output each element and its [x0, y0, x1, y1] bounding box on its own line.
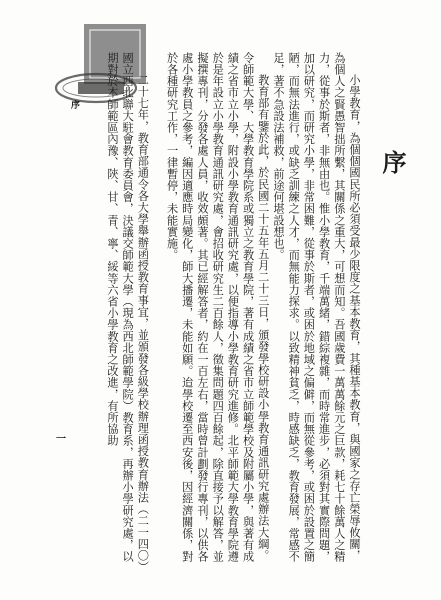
side-margin-mark: 序 [69, 100, 79, 109]
paragraph-2: 教育部有鑒於此，於民國二十五年五月二十三日，頒發學校研設小學教育通訊研究處辦法大綱。令師範大學、大學教育學院系或獨立之教育學院，著有成績之省市立師範學校及附屬小學，與著有成績之省市立小學，附設小學教育通訊研究處，以便指導小學教育研究進修。北平師範大學教育學院遵於是年設立小學教育通訊研究處，會招收研究生二百餘人，徵集問題四百餘起，除直接予以解答，並擬撰專刊，分發各處人員，收效頗著。其已經解答者，約在一百左右，當時曾計劃發行專刊，以供各處小學教員之參考，編因適應時局變化，師大播遷，未能如願。迨學校遷至西安後，因經濟關係，對於各種研究工作，一律暫停，未能實施。 [165, 52, 270, 563]
preface-body [70, 52, 362, 572]
page-number: 一 [56, 434, 66, 445]
preface-title: 序 [378, 150, 407, 176]
paragraph-1: 小學教育，為個個國民所必須受最少限度之基本教育，其種基本教育，與國家之存亡榮辱攸關，為個人之賢愚智拙所繫，其關係之重大，可想而知。吾國歲費一萬萬餘元之巨款，耗七十餘萬人之精力，從事於斯者，非無由也。惟小學教育，千端萬緒，錯綜複雜，而時常進步，必須對其實際問題，加以研究，而研究小學，非常困難，從事於斯者，或困於地域之偏僻，而無從參考，或困於設置之簡陋，而無法進行，或缺乏訓練之人才，而無能力探求。以致精神貧乏，時感缺乏，教育發展，常感不足，著不急設法補救，前途何堪設想也。 [271, 52, 361, 563]
paragraph-3: 二十七年，教育部通令各大學舉辦函授教育事宜，並頒發各級學校辦理函授教育辦法（二一四〇）國立西北聯大駐會教育委員會，決議交師範大學（現為西北師範學院）教育系，再辦小學研究處，以期對於本師範區內豫、陝、甘、青、寧、綏等六省小學教育之改進，有所協助 [105, 52, 150, 568]
